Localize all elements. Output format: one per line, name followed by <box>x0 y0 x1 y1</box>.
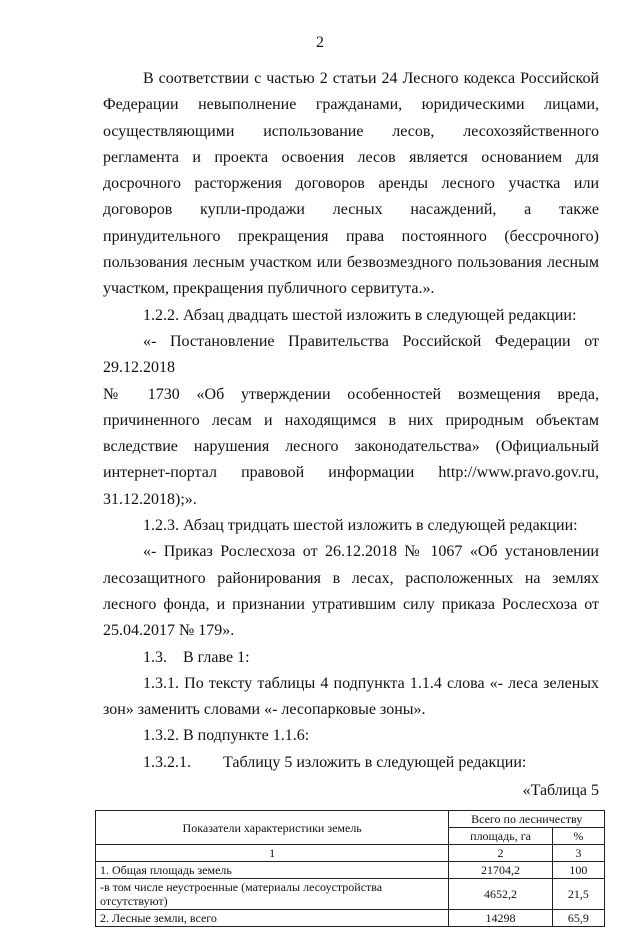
paragraph-1-3-1: 1.3.1. По тексту таблицы 4 подпункта 1.1.4 слова «- леса зеленых зон» заменить словами «- лесопарковые зоны». <box>103 674 599 719</box>
paragraph-1-3: 1.3. В главе 1: <box>143 648 250 666</box>
paragraph-forest-code: В соответствии с частью 2 статьи 24 Лесного кодекса Российской Федерации невыполнение гражданами, юридическими лицами, осуществляющими использование лесов, лесохозяйственного регламента и проекта освоения лесов является основанием для досрочного расторжения договоров аренды лесного участка или договоров купли-продажи лесных насаждений, а также принудительного прекращения права постоянного (бессрочного) пользования лесным участком или безвозмездного пользования лесным участком, прекращения публичного сервитута.». <box>103 70 599 298</box>
paragraph-order-text: «- Приказ Рослесхоза от 26.12.2018 № 1067 «Об установлении лесозащитного районирования в лесах, расположенных на землях лесного фонда, и признании утратившим силу приказа Рослесхоза от 25.04.2017 № 179». <box>103 543 599 640</box>
page-number: 2 <box>316 34 324 51</box>
header-total: Всего по лесничеству <box>449 811 605 828</box>
land-characteristics-table <box>95 810 605 927</box>
table-header-row <box>96 811 605 828</box>
header-area: площадь, га <box>449 828 552 845</box>
table-row <box>96 910 605 927</box>
header-percent: % <box>552 828 604 845</box>
table-row <box>96 879 605 910</box>
row-percent: 21,5 <box>552 879 604 910</box>
row-percent: 65,9 <box>552 910 604 927</box>
row-area: 14298 <box>449 910 552 927</box>
paragraph-1-3-2: 1.3.2. В подпункте 1.1.6: <box>143 727 310 745</box>
row-percent: 100 <box>552 862 604 879</box>
table-caption: «Таблица 5 <box>522 782 599 800</box>
row-name: 2. Лесные земли, всего <box>96 910 449 927</box>
column-number: 2 <box>449 845 552 862</box>
paragraph-decree-text: № 1730 «Об утверждении особенностей возмещения вреда, причиненного лесам и находящимся в них природным объектам вследствие нарушения лесного законодательства» (Официальный интернет-портал правовой информации http://www.pravo.gov.ru, 31.12.2018);». <box>103 385 599 508</box>
column-number: 1 <box>96 845 449 862</box>
table-column-numbers-row <box>96 845 605 862</box>
row-area: 4652,2 <box>449 879 552 910</box>
paragraph-1-2-2: 1.2.2. Абзац двадцать шестой изложить в следующей редакции: <box>143 306 577 324</box>
paragraph-1-3-2-1: 1.3.2.1. Таблицу 5 изложить в следующей редакции: <box>143 753 527 771</box>
document-body <box>100 66 599 927</box>
paragraph-1-2-3: 1.2.3. Абзац тридцать шестой изложить в следующей редакции: <box>143 517 578 535</box>
header-indicator: Показатели характеристики земель <box>96 811 449 845</box>
column-number: 3 <box>552 845 604 862</box>
paragraph-decree-line: «- Постановление Правительства Российской Федерации от 29.12.2018 <box>103 332 599 377</box>
row-name: -в том числе неустроенные (материалы лесоустройства отсутствуют) <box>96 879 449 910</box>
table-row <box>96 862 605 879</box>
row-area: 21704,2 <box>449 862 552 879</box>
row-name: 1. Общая площадь земель <box>96 862 449 879</box>
